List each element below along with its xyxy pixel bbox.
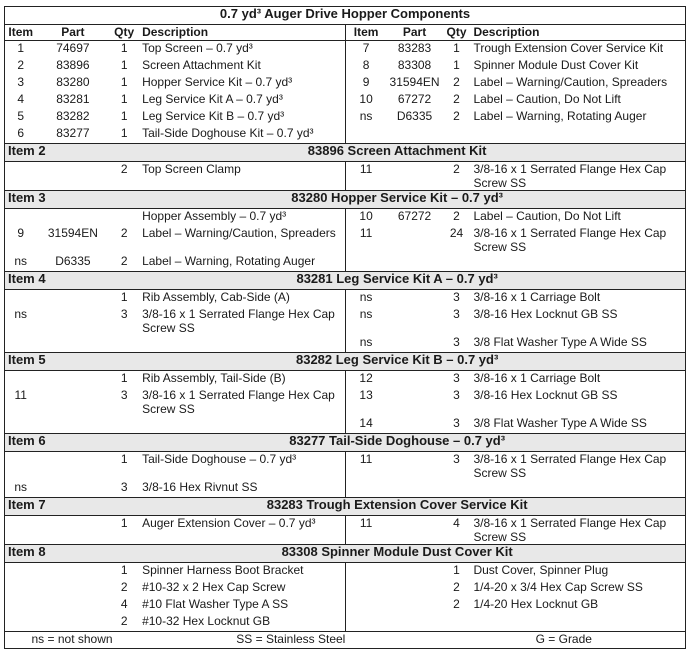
description: 1/4-20 x 3/4 Hex Cap Screw SS — [473, 580, 643, 594]
description: 3/8-16 x 1 Serrated Flange Hex Cap Screw SS — [142, 307, 335, 335]
table-row — [5, 388, 686, 416]
part-number — [36, 388, 109, 416]
quantity: 1 — [120, 41, 128, 55]
description: Auger Extension Cover – 0.7 yd³ — [142, 516, 316, 530]
quantity — [109, 416, 139, 434]
description: Rib Assembly, Tail-Side (B) — [142, 371, 286, 385]
column-header-row — [5, 25, 686, 41]
description: 3/8 Flat Washer Type A Wide SS — [473, 335, 647, 349]
quantity: 1 — [453, 58, 460, 72]
item-number: 10 — [345, 92, 386, 109]
description: Trough Extension Cover Service Kit — [473, 41, 664, 55]
part-number — [387, 516, 443, 545]
item-number: 11 — [345, 516, 386, 545]
description: 3/8-16 x 1 Serrated Flange Hex Cap Screw SS — [473, 452, 667, 480]
section-title: 83896 Screen Attachment Kit — [109, 144, 685, 162]
quantity: 1 — [453, 41, 460, 55]
part-number — [387, 307, 443, 335]
quantity: 1 — [120, 516, 128, 530]
description — [139, 416, 345, 434]
description: Leg Service Kit A – 0.7 yd³ — [142, 92, 283, 106]
part-number: 83896 — [56, 58, 90, 72]
empty-cell — [470, 126, 685, 144]
section-title: 83283 Trough Extension Cover Service Kit — [109, 498, 685, 516]
description: Spinner Module Dust Cover Kit — [473, 58, 639, 72]
description: 3/8 Flat Washer Type A Wide SS — [473, 416, 647, 430]
quantity: 1 — [120, 75, 128, 89]
part-number: D6335 — [396, 109, 433, 123]
item-number — [345, 254, 386, 272]
item-number: 8 — [345, 58, 386, 75]
legend-row — [5, 632, 686, 649]
table-title: 0.7 yd³ Auger Drive Hopper Components — [5, 7, 686, 25]
table-row — [5, 209, 686, 227]
col-header-item: Item — [5, 25, 37, 41]
table-row — [5, 416, 686, 434]
description: Hopper Assembly – 0.7 yd³ — [142, 209, 287, 223]
table-row — [5, 41, 686, 59]
item-number: 10 — [345, 209, 386, 227]
section-header — [5, 191, 686, 209]
description: Label – Warning, Rotating Auger — [473, 109, 647, 123]
table-row — [5, 480, 686, 498]
quantity — [443, 254, 471, 272]
part-number: 83277 — [56, 126, 90, 140]
empty-cell — [443, 126, 471, 144]
part-number — [387, 254, 443, 272]
quantity: 2 — [453, 92, 460, 106]
item-number — [5, 597, 37, 614]
description: Label – Warning/Caution, Spreaders — [142, 226, 336, 240]
table-row — [5, 597, 686, 614]
section-title: 83277 Tail-Side Doghouse – 0.7 yd³ — [109, 434, 685, 452]
item-number — [5, 452, 37, 481]
item-number — [345, 597, 386, 614]
description: Hopper Service Kit – 0.7 yd³ — [142, 75, 293, 89]
part-number — [36, 614, 109, 632]
item-number — [5, 290, 37, 308]
part-number: 83282 — [56, 109, 90, 123]
section-title: 83281 Leg Service Kit A – 0.7 yd³ — [109, 272, 685, 290]
description: 3/8-16 x 1 Carriage Bolt — [473, 371, 601, 385]
section-item-label: Item 4 — [5, 272, 110, 290]
quantity: 3 — [453, 388, 460, 402]
description — [470, 480, 685, 498]
description: 3/8-16 Hex Rivnut SS — [142, 480, 258, 494]
item-number: 11 — [345, 226, 386, 254]
table-row — [5, 516, 686, 545]
table-row — [5, 109, 686, 126]
quantity: 3 — [453, 452, 460, 466]
empty-cell — [387, 126, 443, 144]
item-number: 3 — [17, 75, 25, 89]
section-header — [5, 144, 686, 162]
description — [470, 254, 685, 272]
section-item-label: Item 2 — [5, 144, 110, 162]
section-item-label: Item 7 — [5, 498, 110, 516]
col-header-qty: Qty — [109, 25, 139, 41]
part-number — [387, 388, 443, 416]
description: Dust Cover, Spinner Plug — [473, 563, 609, 577]
item-number: 6 — [17, 126, 25, 140]
quantity: 1 — [120, 92, 128, 106]
quantity: 2 — [453, 109, 460, 123]
table-row — [5, 563, 686, 581]
description: 1/4-20 Hex Locknut GB — [473, 597, 599, 611]
part-number — [36, 307, 109, 335]
item-number — [345, 480, 386, 498]
part-number: 83280 — [56, 75, 90, 89]
description: #10 Flat Washer Type A SS — [142, 597, 289, 611]
part-number: 31594EN — [389, 75, 440, 89]
empty-cell — [345, 126, 386, 144]
part-number — [387, 371, 443, 389]
part-number — [387, 480, 443, 498]
quantity: 3 — [120, 480, 128, 494]
item-number: 9 — [17, 226, 25, 240]
legend-not-shown: ns = not shown — [5, 632, 140, 649]
quantity: 1 — [120, 126, 128, 140]
part-number — [387, 563, 443, 581]
part-number: 31594EN — [47, 226, 98, 240]
quantity: 1 — [120, 58, 128, 72]
quantity: 2 — [453, 75, 460, 89]
description: Spinner Harness Boot Bracket — [142, 563, 304, 577]
description: 3/8-16 Hex Locknut GB SS — [473, 388, 618, 402]
section-item-label: Item 3 — [5, 191, 110, 209]
description — [139, 335, 345, 353]
quantity: 2 — [120, 580, 128, 594]
part-number — [36, 452, 109, 481]
part-number — [387, 614, 443, 632]
description: 3/8-16 x 1 Serrated Flange Hex Cap Screw SS — [473, 516, 667, 544]
description: Tail-Side Doghouse – 0.7 yd³ — [142, 452, 297, 466]
item-number: ns — [345, 307, 386, 335]
part-number — [36, 480, 109, 498]
item-number: 4 — [17, 92, 25, 106]
part-number — [36, 580, 109, 597]
col-header-item-right: Item — [345, 25, 386, 41]
quantity: 1 — [453, 563, 460, 577]
item-number — [5, 580, 37, 597]
quantity: 1 — [120, 109, 128, 123]
item-number — [5, 209, 37, 227]
part-number — [36, 290, 109, 308]
part-number — [36, 371, 109, 389]
item-number — [5, 371, 37, 389]
part-number — [36, 516, 109, 545]
part-number — [387, 162, 443, 191]
quantity: 24 — [449, 226, 464, 240]
item-number — [345, 580, 386, 597]
col-header-part-right: Part — [387, 25, 443, 41]
table-row — [5, 92, 686, 109]
col-header-description-right: Description — [470, 25, 685, 41]
quantity — [443, 480, 471, 498]
part-number: 83283 — [397, 41, 432, 55]
item-number — [5, 516, 37, 545]
section-item-label: Item 6 — [5, 434, 110, 452]
part-number — [36, 563, 109, 581]
table-row — [5, 162, 686, 191]
quantity: 2 — [453, 209, 460, 223]
description: Rib Assembly, Cab-Side (A) — [142, 290, 290, 304]
legend-stainless-steel: SS = Stainless Steel — [139, 632, 443, 649]
item-number: 14 — [345, 416, 386, 434]
quantity: 2 — [453, 162, 460, 176]
item-number: 5 — [17, 109, 25, 123]
quantity: 3 — [453, 290, 460, 304]
part-number — [387, 597, 443, 614]
quantity: 4 — [120, 597, 128, 611]
item-number — [5, 614, 37, 632]
part-number — [387, 335, 443, 353]
section-item-label: Item 8 — [5, 545, 110, 563]
part-number — [387, 452, 443, 481]
part-number: 83281 — [56, 92, 90, 106]
description: Label – Caution, Do Not Lift — [473, 92, 621, 106]
quantity: 3 — [120, 388, 128, 402]
table-row — [5, 290, 686, 308]
description: Tail-Side Doghouse Kit – 0.7 yd³ — [142, 126, 314, 140]
legend-grade: G = Grade — [443, 632, 686, 649]
part-number: 67272 — [397, 209, 432, 223]
item-number — [5, 563, 37, 581]
table-row — [5, 307, 686, 335]
item-number — [5, 416, 37, 434]
col-header-qty-right: Qty — [443, 25, 471, 41]
quantity: 4 — [453, 516, 460, 530]
item-number: 7 — [345, 41, 386, 59]
section-header — [5, 498, 686, 516]
description: Label – Warning/Caution, Spreaders — [473, 75, 668, 89]
quantity: 2 — [453, 597, 460, 611]
part-number — [387, 226, 443, 254]
description: Label – Caution, Do Not Lift — [473, 209, 621, 223]
part-number — [36, 597, 109, 614]
quantity: 1 — [120, 290, 128, 304]
table-row — [5, 371, 686, 389]
description: #10-32 x 2 Hex Cap Screw — [142, 580, 286, 594]
item-number: 12 — [345, 371, 386, 389]
col-header-part: Part — [36, 25, 109, 41]
quantity: 2 — [120, 254, 128, 268]
section-title: 83280 Hopper Service Kit – 0.7 yd³ — [109, 191, 685, 209]
quantity: 1 — [120, 371, 128, 385]
part-number — [36, 416, 109, 434]
table-title-row — [5, 7, 686, 25]
item-number: 13 — [345, 388, 386, 416]
table-row — [5, 614, 686, 632]
description: Leg Service Kit B – 0.7 yd³ — [142, 109, 285, 123]
description: 3/8-16 Hex Locknut GB SS — [473, 307, 618, 321]
item-number: 11 — [14, 388, 27, 402]
section-header — [5, 353, 686, 371]
part-number — [36, 209, 109, 227]
section-item-label: Item 5 — [5, 353, 110, 371]
table-row — [5, 452, 686, 481]
quantity: 3 — [453, 371, 460, 385]
quantity — [109, 209, 139, 227]
description: 3/8-16 x 1 Serrated Flange Hex Cap Screw SS — [473, 162, 667, 190]
quantity: 2 — [453, 580, 460, 594]
item-number: 2 — [17, 58, 25, 72]
quantity — [443, 614, 471, 632]
item-number — [5, 162, 37, 191]
part-number: 67272 — [397, 92, 432, 106]
description: Screen Attachment Kit — [142, 58, 261, 72]
section-title: 83308 Spinner Module Dust Cover Kit — [109, 545, 685, 563]
part-number — [387, 580, 443, 597]
part-number: D6335 — [55, 254, 91, 268]
item-number: ns — [345, 290, 386, 308]
item-number — [345, 563, 386, 581]
item-number: ns — [14, 254, 28, 268]
quantity: 2 — [120, 226, 128, 240]
item-number: 1 — [17, 41, 25, 55]
item-number: ns — [14, 480, 28, 494]
quantity: 3 — [453, 335, 460, 349]
description — [470, 614, 685, 632]
item-number: 11 — [345, 452, 386, 481]
item-number: ns — [14, 307, 28, 321]
part-number: 83308 — [397, 58, 432, 72]
part-number — [387, 290, 443, 308]
description: Label – Warning, Rotating Auger — [142, 254, 316, 268]
part-number — [36, 335, 109, 353]
quantity: 1 — [120, 452, 128, 466]
table-row — [5, 58, 686, 75]
description: Top Screen – 0.7 yd³ — [142, 41, 253, 55]
item-number: ns — [345, 109, 386, 126]
section-header — [5, 545, 686, 563]
quantity: 3 — [120, 307, 128, 321]
item-number: ns — [345, 335, 386, 353]
quantity: 1 — [120, 563, 128, 577]
item-number — [345, 614, 386, 632]
part-number — [387, 416, 443, 434]
item-number: 9 — [345, 75, 386, 92]
part-number: 74697 — [56, 41, 90, 55]
item-number: 11 — [345, 162, 386, 191]
parts-table — [4, 6, 686, 649]
description: Top Screen Clamp — [142, 162, 241, 176]
col-header-description: Description — [139, 25, 345, 41]
description: #10-32 Hex Locknut GB — [142, 614, 271, 628]
quantity: 2 — [120, 162, 128, 176]
item-number — [5, 335, 37, 353]
quantity — [109, 335, 139, 353]
quantity: 3 — [453, 307, 460, 321]
section-title: 83282 Leg Service Kit B – 0.7 yd³ — [109, 353, 685, 371]
part-number — [36, 162, 109, 191]
table-row — [5, 126, 686, 144]
table-row — [5, 75, 686, 92]
table-row — [5, 226, 686, 254]
quantity: 2 — [120, 614, 128, 628]
table-row — [5, 335, 686, 353]
table-row — [5, 580, 686, 597]
description: 3/8-16 x 1 Serrated Flange Hex Cap Screw SS — [473, 226, 667, 254]
section-header — [5, 434, 686, 452]
section-header — [5, 272, 686, 290]
description: 3/8-16 x 1 Carriage Bolt — [473, 290, 601, 304]
table-row — [5, 254, 686, 272]
quantity: 3 — [453, 416, 460, 430]
description: 3/8-16 x 1 Serrated Flange Hex Cap Screw SS — [142, 388, 335, 416]
